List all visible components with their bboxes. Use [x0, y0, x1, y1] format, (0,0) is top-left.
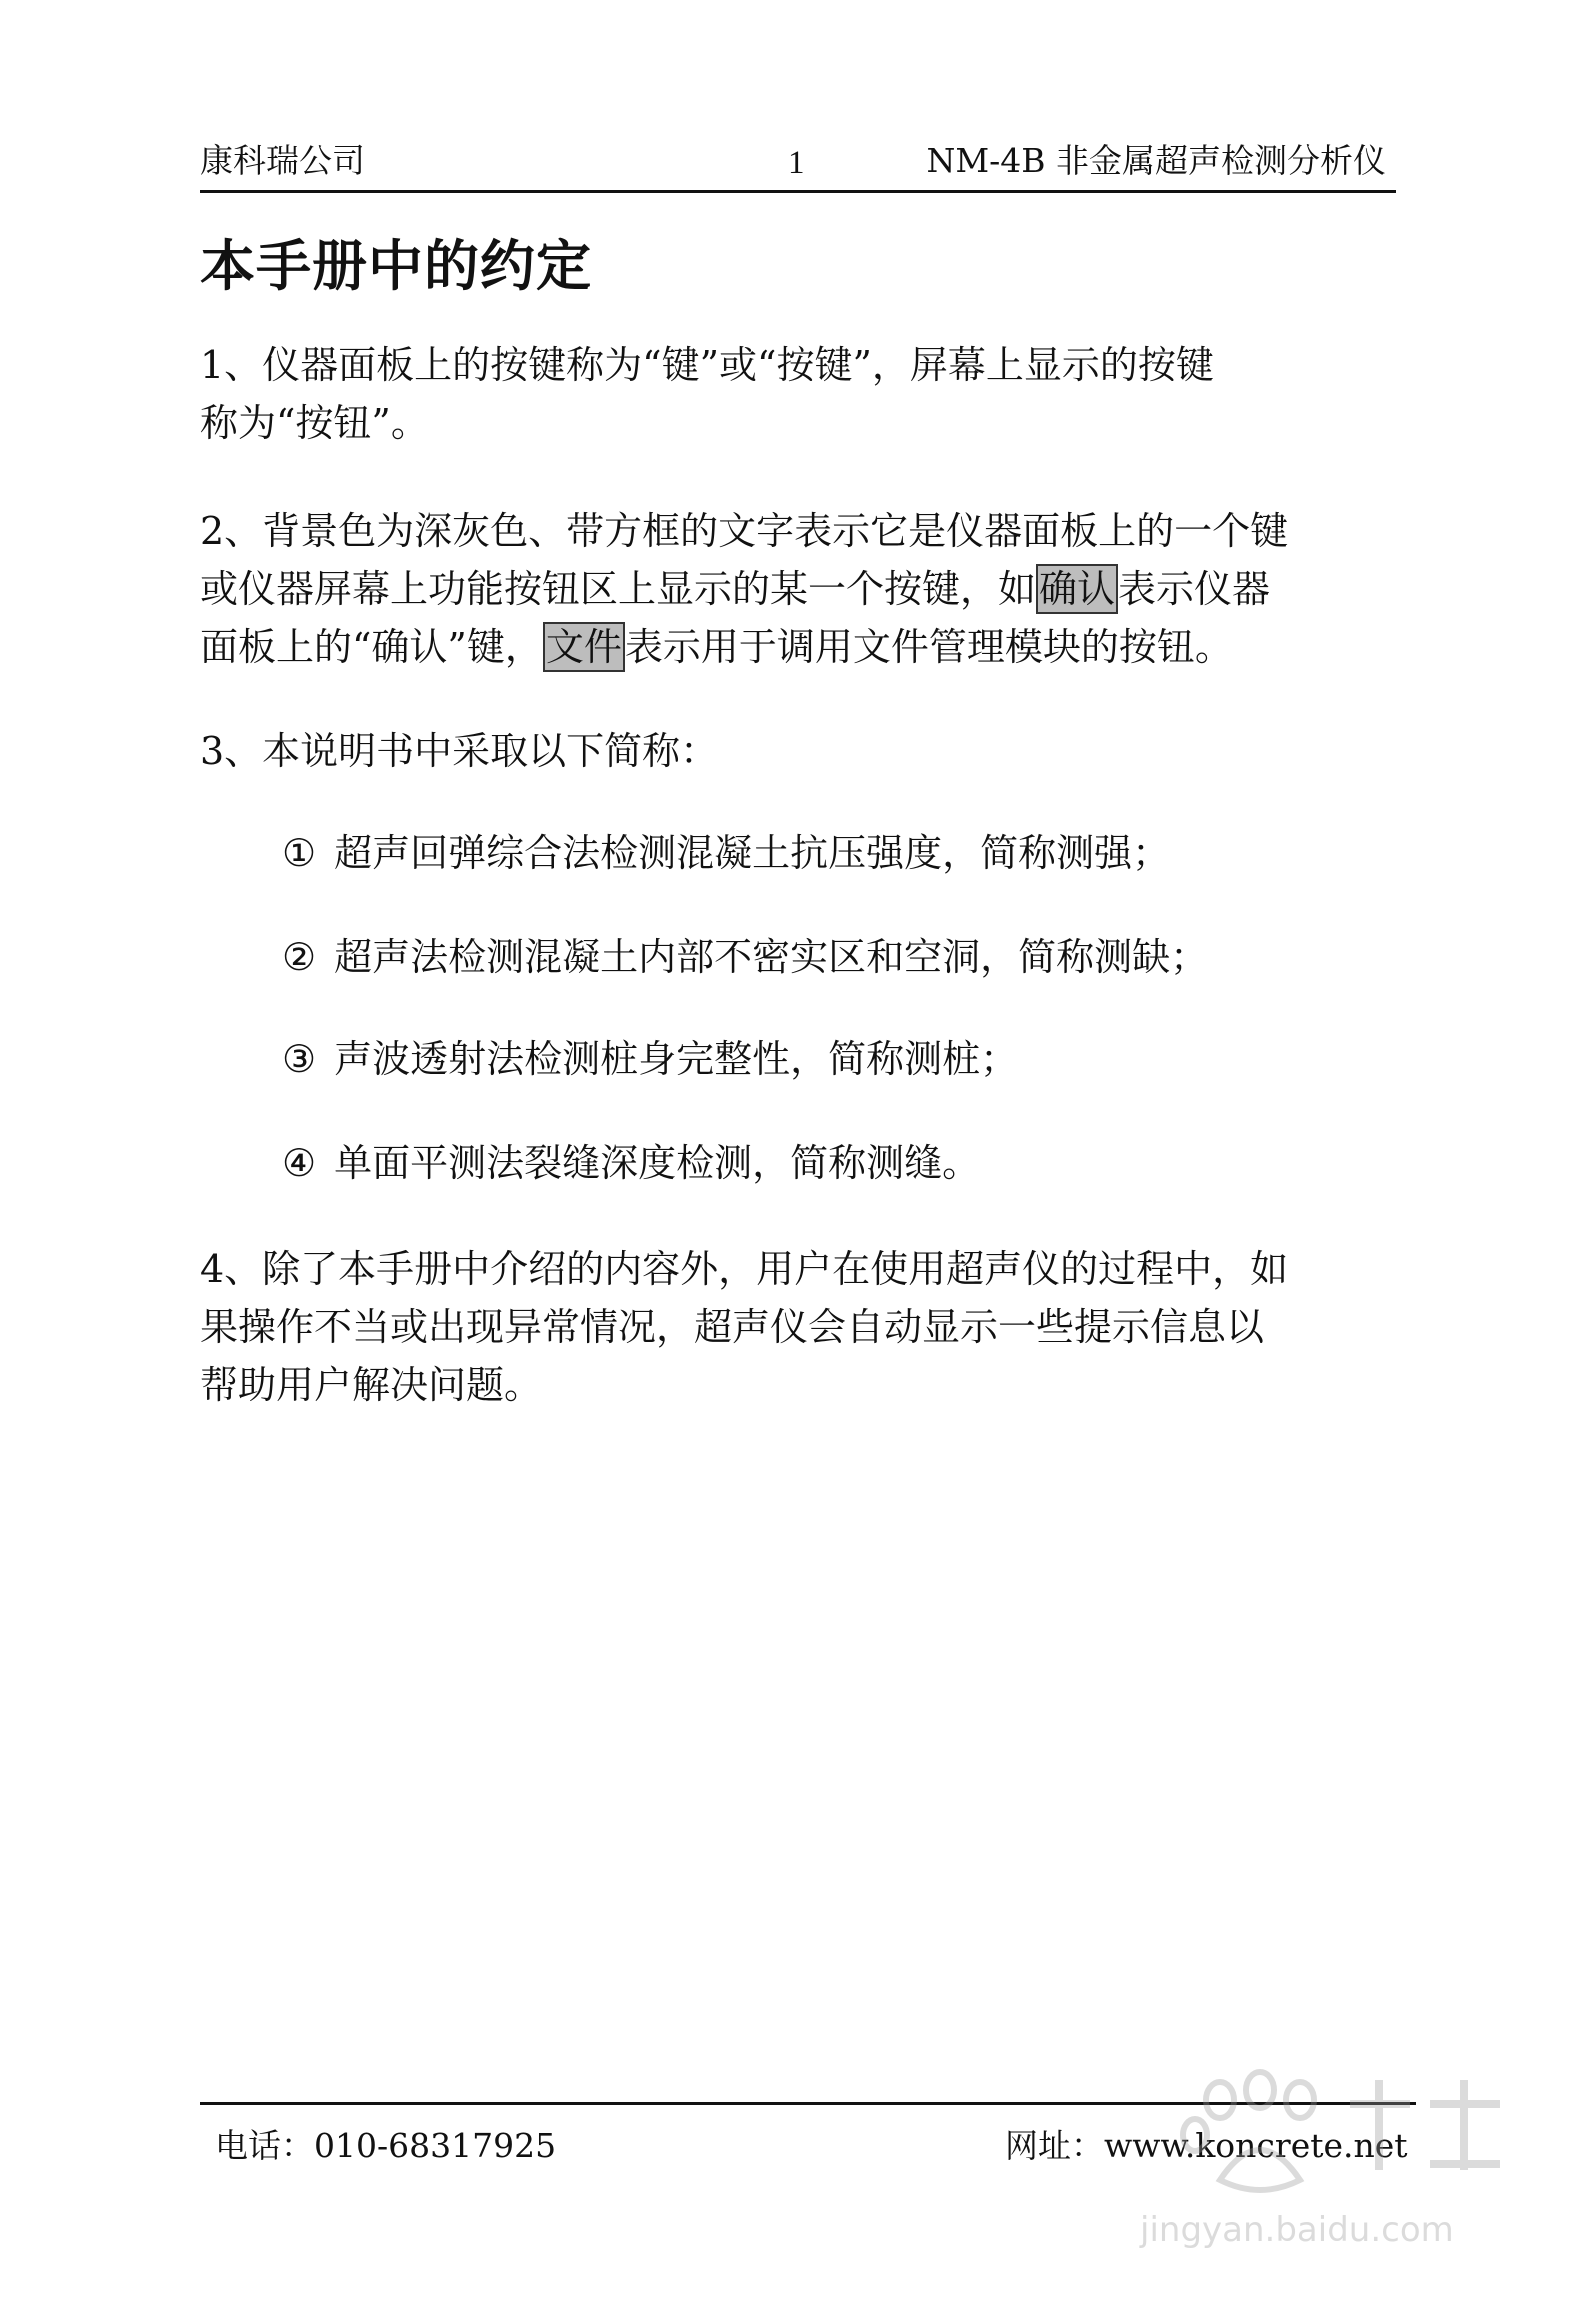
list-item-text: 超声法检测混凝土内部不密实区和空洞，简称测缺； [334, 935, 1209, 979]
paragraph-2-line-2-pre: 或仪器屏幕上功能按钮区上显示的某一个按键，如 [200, 567, 1037, 611]
paragraph-1-line-2: 称为“按钮”。 [200, 401, 429, 445]
list-item-text: 声波透射法检测桩身完整性，简称测桩； [334, 1037, 1019, 1081]
file-key-label: 文件 [543, 622, 625, 672]
watermark-logo [1100, 2060, 1540, 2280]
list-item [282, 824, 1170, 882]
paragraph-1 [200, 336, 1396, 452]
abbreviation-intro: 3、本说明书中采取以下简称： [200, 729, 719, 773]
paragraph-4-line-3: 帮助用户解决问题。 [200, 1363, 543, 1407]
paragraph-2-line-2-post: 表示仪器 [1118, 567, 1271, 611]
paragraph-4 [200, 1240, 1396, 1414]
footer-phone: 电话：010-68317925 [215, 2126, 557, 2165]
header-page-number: 1 [788, 145, 805, 181]
list-item-number: ① [282, 831, 317, 875]
page-header [200, 140, 1396, 188]
paragraph-2-line-1: 2、背景色为深灰色、带方框的文字表示它是仪器面板上的一个键 [200, 509, 1289, 553]
watermark-text: jingyan.baidu.com [1140, 2210, 1454, 2250]
footer-website: 网址：www.koncrete.net [1005, 2126, 1408, 2165]
list-item-number: ② [282, 935, 317, 979]
paragraph-2-line-2 [200, 560, 1396, 618]
paragraph-3-intro [200, 722, 1396, 780]
list-item-number: ③ [282, 1037, 317, 1081]
paragraph-2-line-3 [200, 618, 1396, 676]
paragraph-1-line-1: 1、仪器面板上的按键称为“键”或“按键”，屏幕上显示的按键 [200, 343, 1214, 387]
page-title: 本手册中的约定 [200, 233, 593, 298]
list-item [282, 1134, 980, 1192]
paw-logo-icon [1100, 2060, 1540, 2210]
list-item-text: 单面平测法裂缝深度检测，简称测缝。 [334, 1141, 981, 1185]
list-item-number: ④ [282, 1141, 317, 1185]
paragraph-2 [200, 502, 1396, 676]
paragraph-2-line-3-pre: 面板上的“确认”键， [200, 625, 543, 669]
list-item [282, 928, 1208, 986]
list-item [282, 1030, 1018, 1088]
paragraph-2-line-3-post: 表示用于调用文件管理模块的按钮。 [624, 625, 1233, 669]
paragraph-4-line-2: 果操作不当或出现异常情况，超声仪会自动显示一些提示信息以 [200, 1305, 1265, 1349]
header-divider [200, 190, 1396, 193]
paragraph-4-line-1: 4、除了本手册中介绍的内容外，用户在使用超声仪的过程中，如 [200, 1247, 1289, 1291]
header-company: 康科瑞公司 [200, 141, 365, 180]
header-product: NM-4B 非金属超声检测分析仪 [926, 141, 1386, 180]
confirm-key-label: 确认 [1036, 564, 1118, 614]
list-item-text: 超声回弹综合法检测混凝土抗压强度，简称测强； [334, 831, 1171, 875]
